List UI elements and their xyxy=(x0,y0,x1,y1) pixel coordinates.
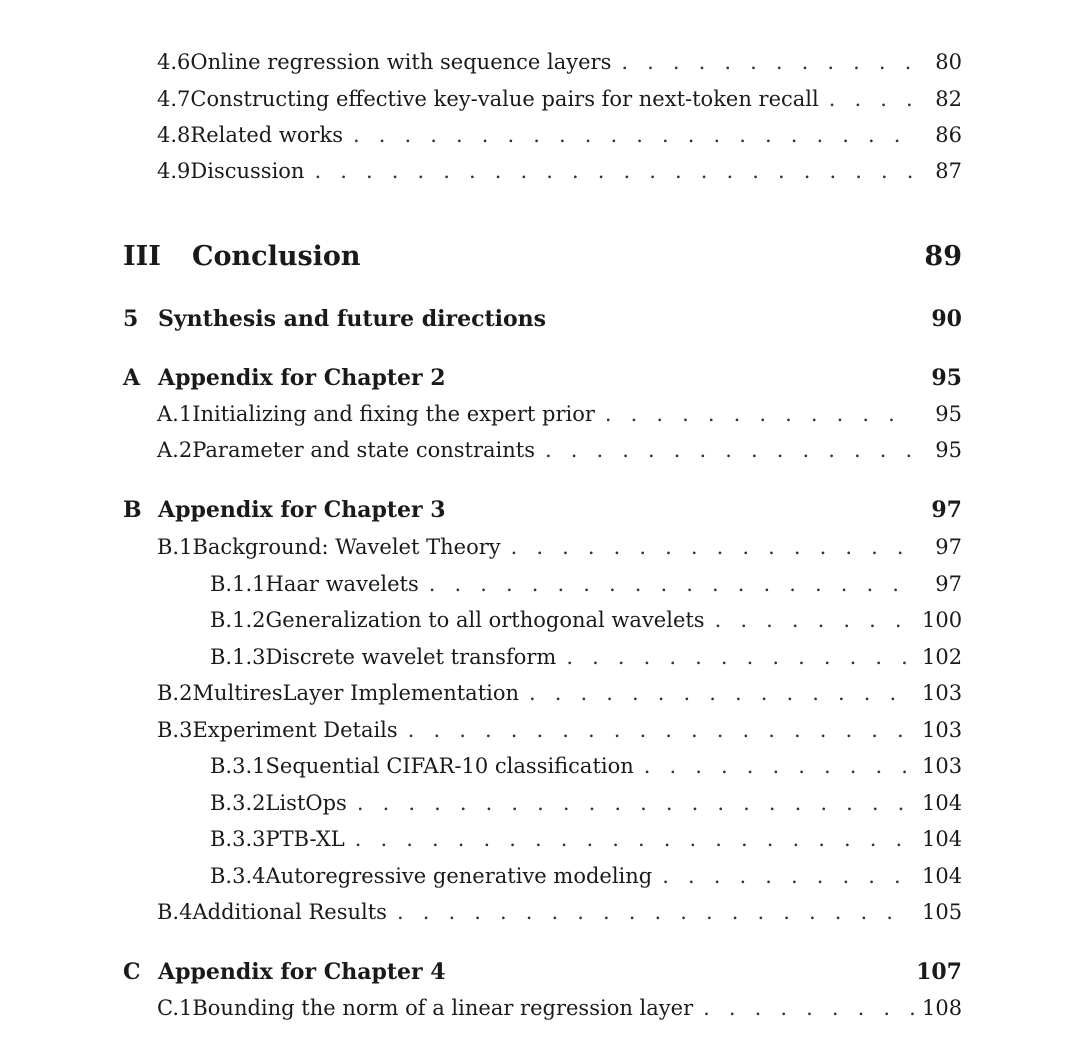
toc-entry-chapter[interactable] xyxy=(123,365,962,391)
toc-entry-section[interactable] xyxy=(157,50,962,74)
toc-entry-subsection[interactable] xyxy=(210,754,962,778)
toc-entry-title: Discrete wavelet transform xyxy=(265,645,557,669)
toc-entry-title: Synthesis and future directions xyxy=(158,306,547,332)
toc-entry-number: A xyxy=(123,365,141,391)
toc-entry-number: C xyxy=(123,959,141,985)
dot-leader xyxy=(511,535,914,559)
toc-entry-page: 103 xyxy=(922,718,963,742)
dot-leader xyxy=(621,50,914,74)
toc-entry-page: 80 xyxy=(935,50,962,74)
toc-entry-section[interactable] xyxy=(157,438,962,462)
dot-leader xyxy=(429,572,914,596)
toc-entry-title: Haar wavelets xyxy=(265,572,419,596)
dot-leader xyxy=(605,402,914,426)
dot-leader xyxy=(662,864,914,888)
toc-entry-title: Initializing and fixing the expert prior xyxy=(192,402,595,426)
toc-entry-title: Parameter and state constraints xyxy=(192,438,535,462)
toc-entry-title: Appendix for Chapter 2 xyxy=(158,365,446,391)
toc-entry-page: 95 xyxy=(935,438,962,462)
toc-entry-chapter[interactable] xyxy=(123,959,962,985)
toc-entry-number: A.1 xyxy=(157,402,193,426)
toc-entry-subsection[interactable] xyxy=(210,645,962,669)
toc-entry-number: C.1 xyxy=(157,996,193,1020)
toc-entry-section[interactable] xyxy=(157,87,962,111)
toc-entry-page: 95 xyxy=(931,365,962,391)
toc-entry-number: B.3.4 xyxy=(210,864,266,888)
dot-leader xyxy=(566,645,914,669)
toc-entry-subsection[interactable] xyxy=(210,864,962,888)
toc-entry-subsection[interactable] xyxy=(210,608,962,632)
dot-leader xyxy=(703,996,914,1020)
toc-entry-chapter[interactable] xyxy=(123,306,962,332)
toc-entry-subsection[interactable] xyxy=(210,791,962,815)
toc-entry-page: 95 xyxy=(935,402,962,426)
toc-entry-section[interactable] xyxy=(157,900,962,924)
toc-entry-number: B.3 xyxy=(157,718,193,742)
toc-entry-chapter[interactable] xyxy=(123,497,962,523)
toc-entry-number: B.3.2 xyxy=(210,791,266,815)
toc-entry-page: 104 xyxy=(922,791,963,815)
toc-entry-page: 82 xyxy=(935,87,962,111)
toc-entry-title: Appendix for Chapter 3 xyxy=(158,497,446,523)
dot-leader xyxy=(644,754,914,778)
toc-entry-page: 90 xyxy=(931,306,962,332)
toc-entry-title: Conclusion xyxy=(192,241,361,272)
toc-entry-title: Appendix for Chapter 4 xyxy=(158,959,446,985)
toc-entry-title: Experiment Details xyxy=(192,718,398,742)
dot-leader xyxy=(829,87,914,111)
toc-entry-page: 86 xyxy=(935,123,962,147)
toc-entry-subsection[interactable] xyxy=(210,827,962,851)
toc-entry-number: B.3.1 xyxy=(210,754,266,778)
toc-entry-title: Autoregressive generative modeling xyxy=(265,864,653,888)
toc-entry-number: B.3.3 xyxy=(210,827,266,851)
toc-entry-number: 4.7 xyxy=(157,87,191,111)
toc-entry-page: 104 xyxy=(922,827,963,851)
toc-entry-page: 97 xyxy=(931,497,962,523)
toc-entry-title: PTB-XL xyxy=(265,827,345,851)
toc-entry-title: MultiresLayer Implementation xyxy=(192,681,520,705)
dot-leader xyxy=(715,608,914,632)
toc-entry-page: 102 xyxy=(922,645,963,669)
dot-leader xyxy=(355,827,914,851)
toc-entry-page: 89 xyxy=(924,241,962,272)
toc-entry-section[interactable] xyxy=(157,996,962,1020)
toc-entry-page: 103 xyxy=(922,681,963,705)
toc-entry-number: 4.8 xyxy=(157,123,191,147)
toc-entry-page: 107 xyxy=(916,959,962,985)
toc-entry-number: B.4 xyxy=(157,900,193,924)
toc-entry-title: Additional Results xyxy=(192,900,387,924)
toc-entry-number: B.1.3 xyxy=(210,645,266,669)
toc-entry-section[interactable] xyxy=(157,718,962,742)
toc-entry-page: 103 xyxy=(922,754,963,778)
toc-entry-title: Background: Wavelet Theory xyxy=(192,535,501,559)
toc-entry-number: B xyxy=(123,497,142,523)
dot-leader xyxy=(357,791,914,815)
dot-leader xyxy=(545,438,914,462)
toc-entry-number: 4.9 xyxy=(157,159,191,183)
toc-entry-page: 87 xyxy=(935,159,962,183)
toc-entry-page: 108 xyxy=(922,996,963,1020)
dot-leader xyxy=(314,159,914,183)
toc-entry-number: B.1 xyxy=(157,535,193,559)
toc-entry-title: Online regression with sequence layers xyxy=(190,50,612,74)
dot-leader xyxy=(353,123,914,147)
toc-entry-page: 104 xyxy=(922,864,963,888)
toc-entry-subsection[interactable] xyxy=(210,572,962,596)
toc-entry-part[interactable] xyxy=(123,241,962,272)
toc-entry-title: Related works xyxy=(190,123,344,147)
toc-entry-title: Bounding the norm of a linear regression layer xyxy=(192,996,694,1020)
toc-entry-number: B.2 xyxy=(157,681,193,705)
dot-leader xyxy=(408,718,914,742)
toc-entry-page: 97 xyxy=(935,535,962,559)
toc-entry-number: B.1.1 xyxy=(210,572,266,596)
dot-leader xyxy=(529,681,914,705)
dot-leader xyxy=(397,900,914,924)
toc-entry-section[interactable] xyxy=(157,402,962,426)
toc-entry-section[interactable] xyxy=(157,681,962,705)
toc-entry-number: A.2 xyxy=(157,438,193,462)
toc-entry-number: B.1.2 xyxy=(210,608,266,632)
toc-entry-page: 105 xyxy=(922,900,963,924)
toc-entry-section[interactable] xyxy=(157,159,962,183)
toc-entry-title: Constructing effective key-value pairs for next-token recall xyxy=(190,87,819,111)
toc-entry-title: Discussion xyxy=(190,159,305,183)
toc-entry-title: Generalization to all orthogonal wavelets xyxy=(265,608,705,632)
toc-entry-number: 5 xyxy=(123,306,139,332)
toc-entry-section[interactable] xyxy=(157,123,962,147)
toc-entry-title: ListOps xyxy=(265,791,347,815)
toc-entry-section[interactable] xyxy=(157,535,962,559)
toc-entry-number: 4.6 xyxy=(157,50,191,74)
toc-entry-number: III xyxy=(123,241,161,272)
toc-entry-page: 97 xyxy=(935,572,962,596)
toc-entry-page: 100 xyxy=(922,608,963,632)
toc-entry-title: Sequential CIFAR-10 classification xyxy=(265,754,634,778)
